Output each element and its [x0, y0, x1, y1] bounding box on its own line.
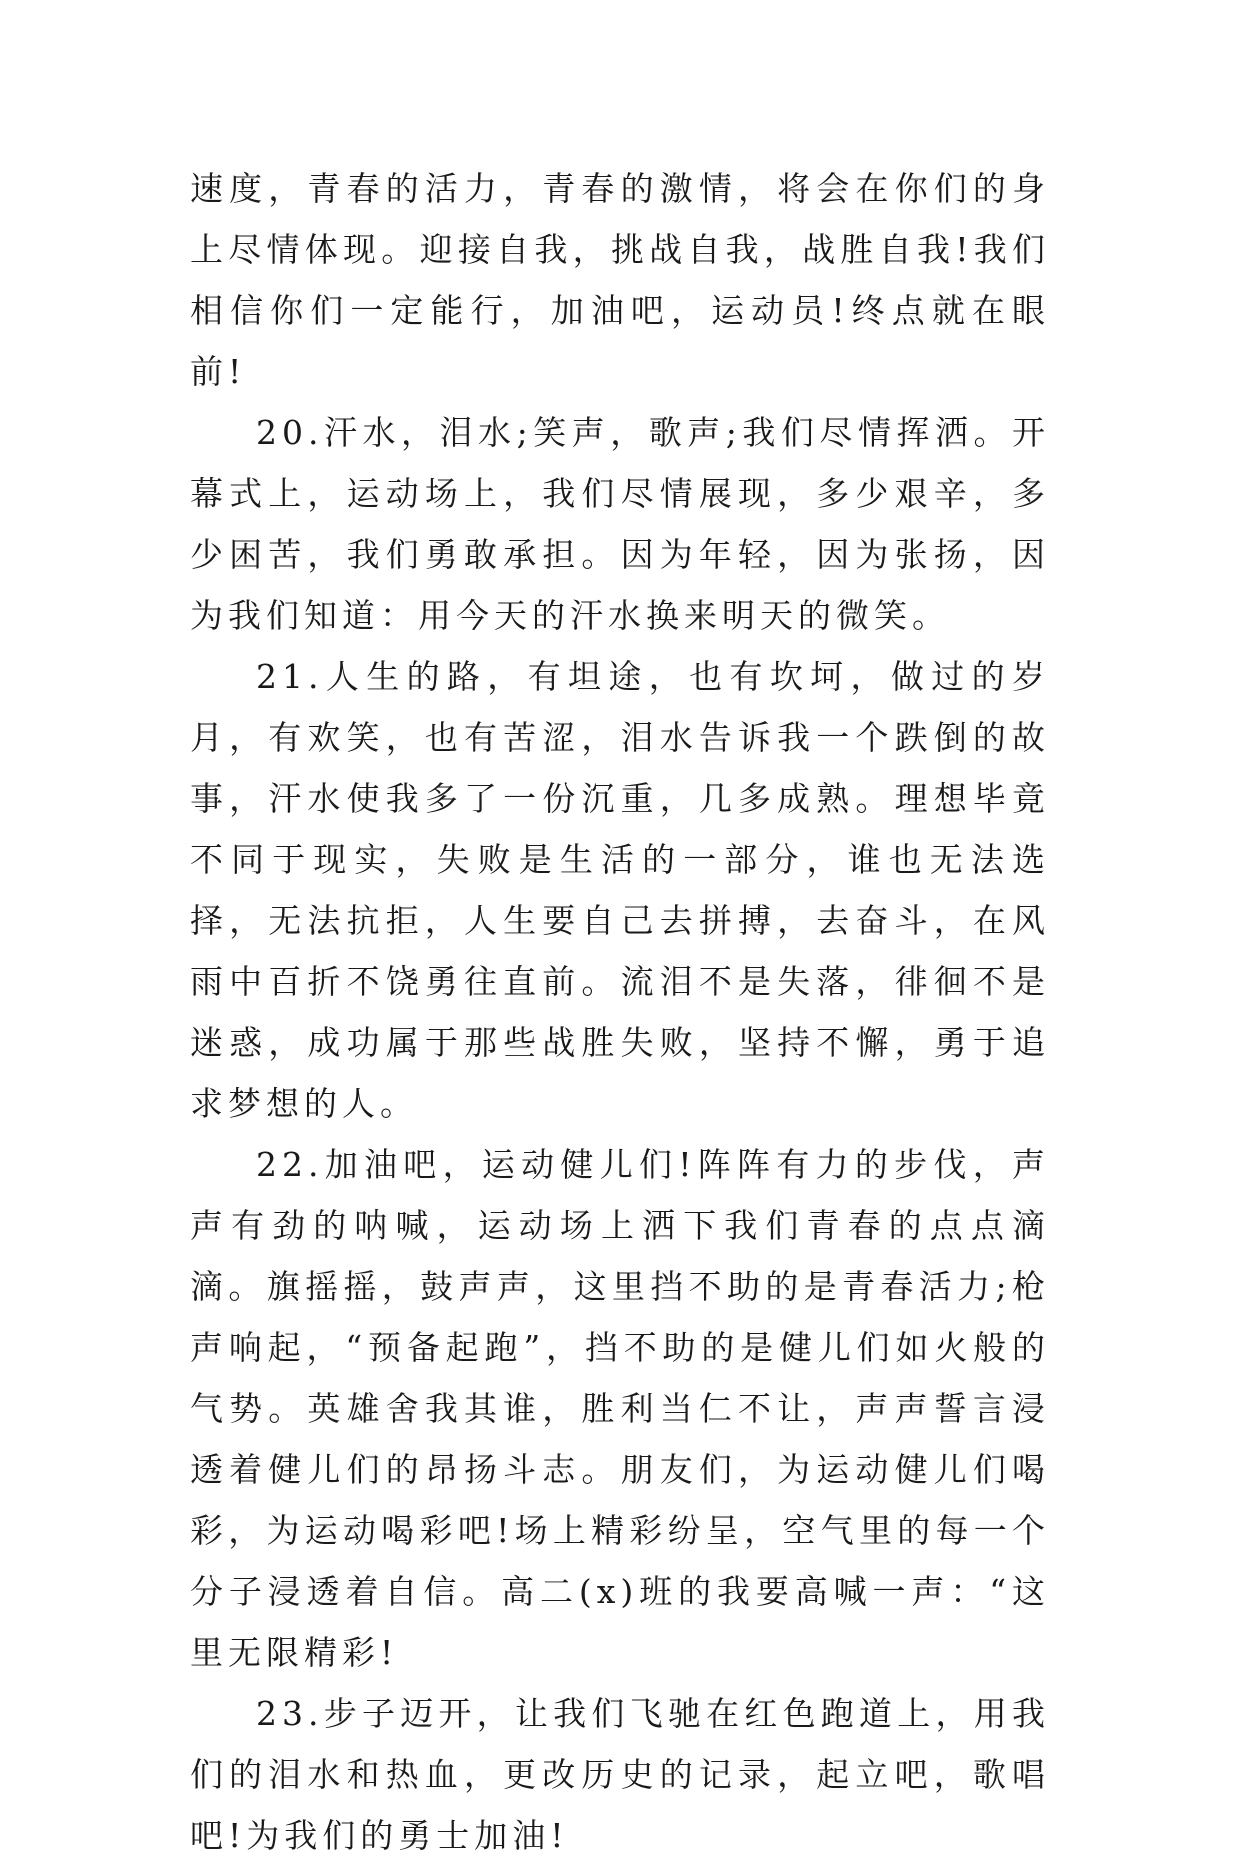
paragraph-item-22: 22.加油吧，运动健儿们!阵阵有力的步伐，声声有劲的呐喊，运动场上洒下我们青春的点点滴滴。旗摇摇，鼓声声，这里挡不助的是青春活力;枪声响起，“预备起跑”，挡不助的是健儿们如火般的气势。英雄舍我其谁，胜利当仁不让，声声誓言浸透着健儿们的昂扬斗志。朋友们，为运动健儿们喝彩，为运动喝彩吧!场上精彩纷呈，空气里的每一个分子浸透着自信。高二(x)班的我要高喊一声：“这里无限精彩!: [190, 1145, 1050, 1672]
paragraph-continuation: 速度，青春的活力，青春的激情，将会在你们的身上尽情体现。迎接自我，挑战自我，战胜自我!我们相信你们一定能行，加油吧，运动员!终点就在眼前!: [190, 169, 1050, 391]
document-body: [190, 158, 1050, 1866]
paragraph-item-23: 23.步子迈开，让我们飞驰在红色跑道上，用我们的泪水和热血，更改历史的记录，起立吧，歌唱吧!为我们的勇士加油!: [190, 1694, 1050, 1855]
paragraph-item-20: 20.汗水，泪水;笑声，歌声;我们尽情挥洒。开幕式上，运动场上，我们尽情展现，多少艰辛，多少困苦，我们勇敢承担。因为年轻，因为张扬，因为我们知道：用今天的汗水换来明天的微笑。: [190, 413, 1050, 635]
paragraph-item-21: 21.人生的路，有坦途，也有坎坷，做过的岁月，有欢笑，也有苦涩，泪水告诉我一个跌倒的故事，汗水使我多了一份沉重，几多成熟。理想毕竟不同于现实，失败是生活的一部分，谁也无法选择，无法抗拒，人生要自己去拼搏，去奋斗，在风雨中百折不饶勇往直前。流泪不是失落，徘徊不是迷惑，成功属于那些战胜失败，坚持不懈，勇于追求梦想的人。: [190, 657, 1050, 1123]
